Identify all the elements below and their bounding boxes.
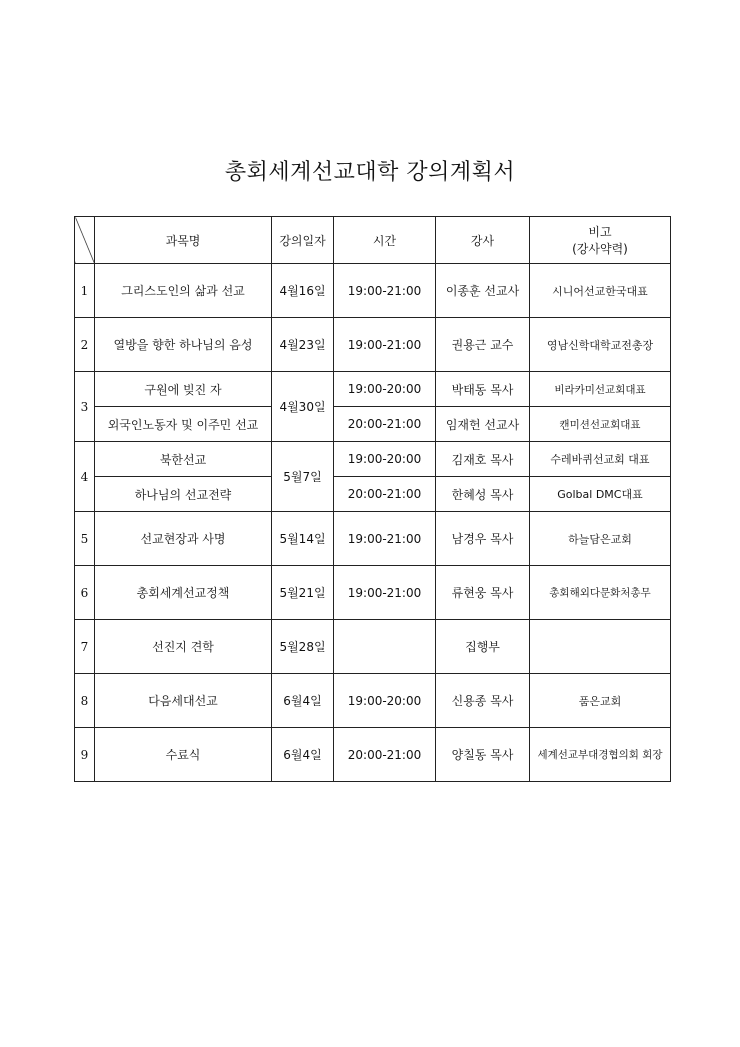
lecturer-cell: 집행부 — [436, 620, 530, 674]
table-row — [75, 512, 671, 566]
time-cell: 19:00-21:00 — [334, 566, 436, 620]
header-subject: 과목명 — [95, 217, 272, 264]
date-cell: 4월16일 — [272, 264, 334, 318]
header-note-line2: (강사약력) — [572, 242, 628, 256]
time-cell — [334, 620, 436, 674]
row-number: 9 — [75, 728, 95, 782]
time-cell: 19:00-21:00 — [334, 512, 436, 566]
note-cell: 수레바퀴선교회 대표 — [530, 442, 671, 477]
lecturer-cell: 류현웅 목사 — [436, 566, 530, 620]
time-cell: 19:00-20:00 — [334, 674, 436, 728]
time-cell: 19:00-20:00 — [334, 372, 436, 407]
row-number: 5 — [75, 512, 95, 566]
table-row — [75, 372, 671, 407]
lecturer-cell: 양칠동 목사 — [436, 728, 530, 782]
table-row — [75, 407, 671, 442]
header-time: 시간 — [334, 217, 436, 264]
subject-cell: 열방을 향한 하나님의 음성 — [95, 318, 272, 372]
row-number: 1 — [75, 264, 95, 318]
subject-cell: 외국인노동자 및 이주민 선교 — [95, 407, 272, 442]
table-row — [75, 674, 671, 728]
subject-cell: 그리스도인의 삶과 선교 — [95, 264, 272, 318]
subject-cell: 북한선교 — [95, 442, 272, 477]
subject-cell: 수료식 — [95, 728, 272, 782]
note-cell: 세계선교부대경협의회 회장 — [530, 728, 671, 782]
lecturer-cell: 이종훈 선교사 — [436, 264, 530, 318]
subject-cell: 총회세계선교정책 — [95, 566, 272, 620]
lecturer-cell: 남경우 목사 — [436, 512, 530, 566]
note-cell: 품은교회 — [530, 674, 671, 728]
date-cell: 6월4일 — [272, 728, 334, 782]
time-cell: 19:00-20:00 — [334, 442, 436, 477]
time-cell: 20:00-21:00 — [334, 407, 436, 442]
lecturer-cell: 권용근 교수 — [436, 318, 530, 372]
header-date: 강의일자 — [272, 217, 334, 264]
date-cell: 5월14일 — [272, 512, 334, 566]
row-number: 8 — [75, 674, 95, 728]
row-number: 7 — [75, 620, 95, 674]
date-cell: 6월4일 — [272, 674, 334, 728]
lecturer-cell: 김재호 목사 — [436, 442, 530, 477]
lecturer-cell: 신용종 목사 — [436, 674, 530, 728]
row-number: 4 — [75, 442, 95, 512]
note-cell: 영남신학대학교전총장 — [530, 318, 671, 372]
row-number: 3 — [75, 372, 95, 442]
note-cell: 비라카미선교회대표 — [530, 372, 671, 407]
table-row — [75, 477, 671, 512]
note-cell: Golbal DMC대표 — [530, 477, 671, 512]
note-cell: 총회해외다문화처총무 — [530, 566, 671, 620]
lecturer-cell: 임재헌 선교사 — [436, 407, 530, 442]
table-row — [75, 620, 671, 674]
note-cell: 캔미션선교회대표 — [530, 407, 671, 442]
row-number: 2 — [75, 318, 95, 372]
time-cell: 20:00-21:00 — [334, 477, 436, 512]
subject-cell: 구원에 빚진 자 — [95, 372, 272, 407]
note-cell: 하늘담은교회 — [530, 512, 671, 566]
header-lecturer: 강사 — [436, 217, 530, 264]
time-cell: 19:00-21:00 — [334, 264, 436, 318]
lecturer-cell: 한혜성 목사 — [436, 477, 530, 512]
header-note-line1: 비고 — [588, 225, 612, 239]
table-row — [75, 264, 671, 318]
document-title: 총회세계선교대학 강의계획서 — [224, 160, 516, 185]
subject-cell: 선진지 견학 — [95, 620, 272, 674]
date-cell: 5월28일 — [272, 620, 334, 674]
note-cell: 시니어선교한국대표 — [530, 264, 671, 318]
header-note — [530, 217, 671, 264]
time-cell: 19:00-21:00 — [334, 318, 436, 372]
table-row — [75, 566, 671, 620]
note-cell — [530, 620, 671, 674]
diagonal-corner-cell — [75, 217, 95, 264]
lecture-plan-table — [74, 216, 671, 782]
header-row — [75, 217, 671, 264]
subject-cell: 하나님의 선교전략 — [95, 477, 272, 512]
subject-cell: 선교현장과 사명 — [95, 512, 272, 566]
table-row — [75, 728, 671, 782]
row-number: 6 — [75, 566, 95, 620]
date-cell: 4월30일 — [272, 372, 334, 442]
subject-cell: 다음세대선교 — [95, 674, 272, 728]
date-cell: 4월23일 — [272, 318, 334, 372]
table-row — [75, 442, 671, 477]
date-cell: 5월21일 — [272, 566, 334, 620]
date-cell: 5월7일 — [272, 442, 334, 512]
lecturer-cell: 박태동 목사 — [436, 372, 530, 407]
time-cell: 20:00-21:00 — [334, 728, 436, 782]
table-row — [75, 318, 671, 372]
